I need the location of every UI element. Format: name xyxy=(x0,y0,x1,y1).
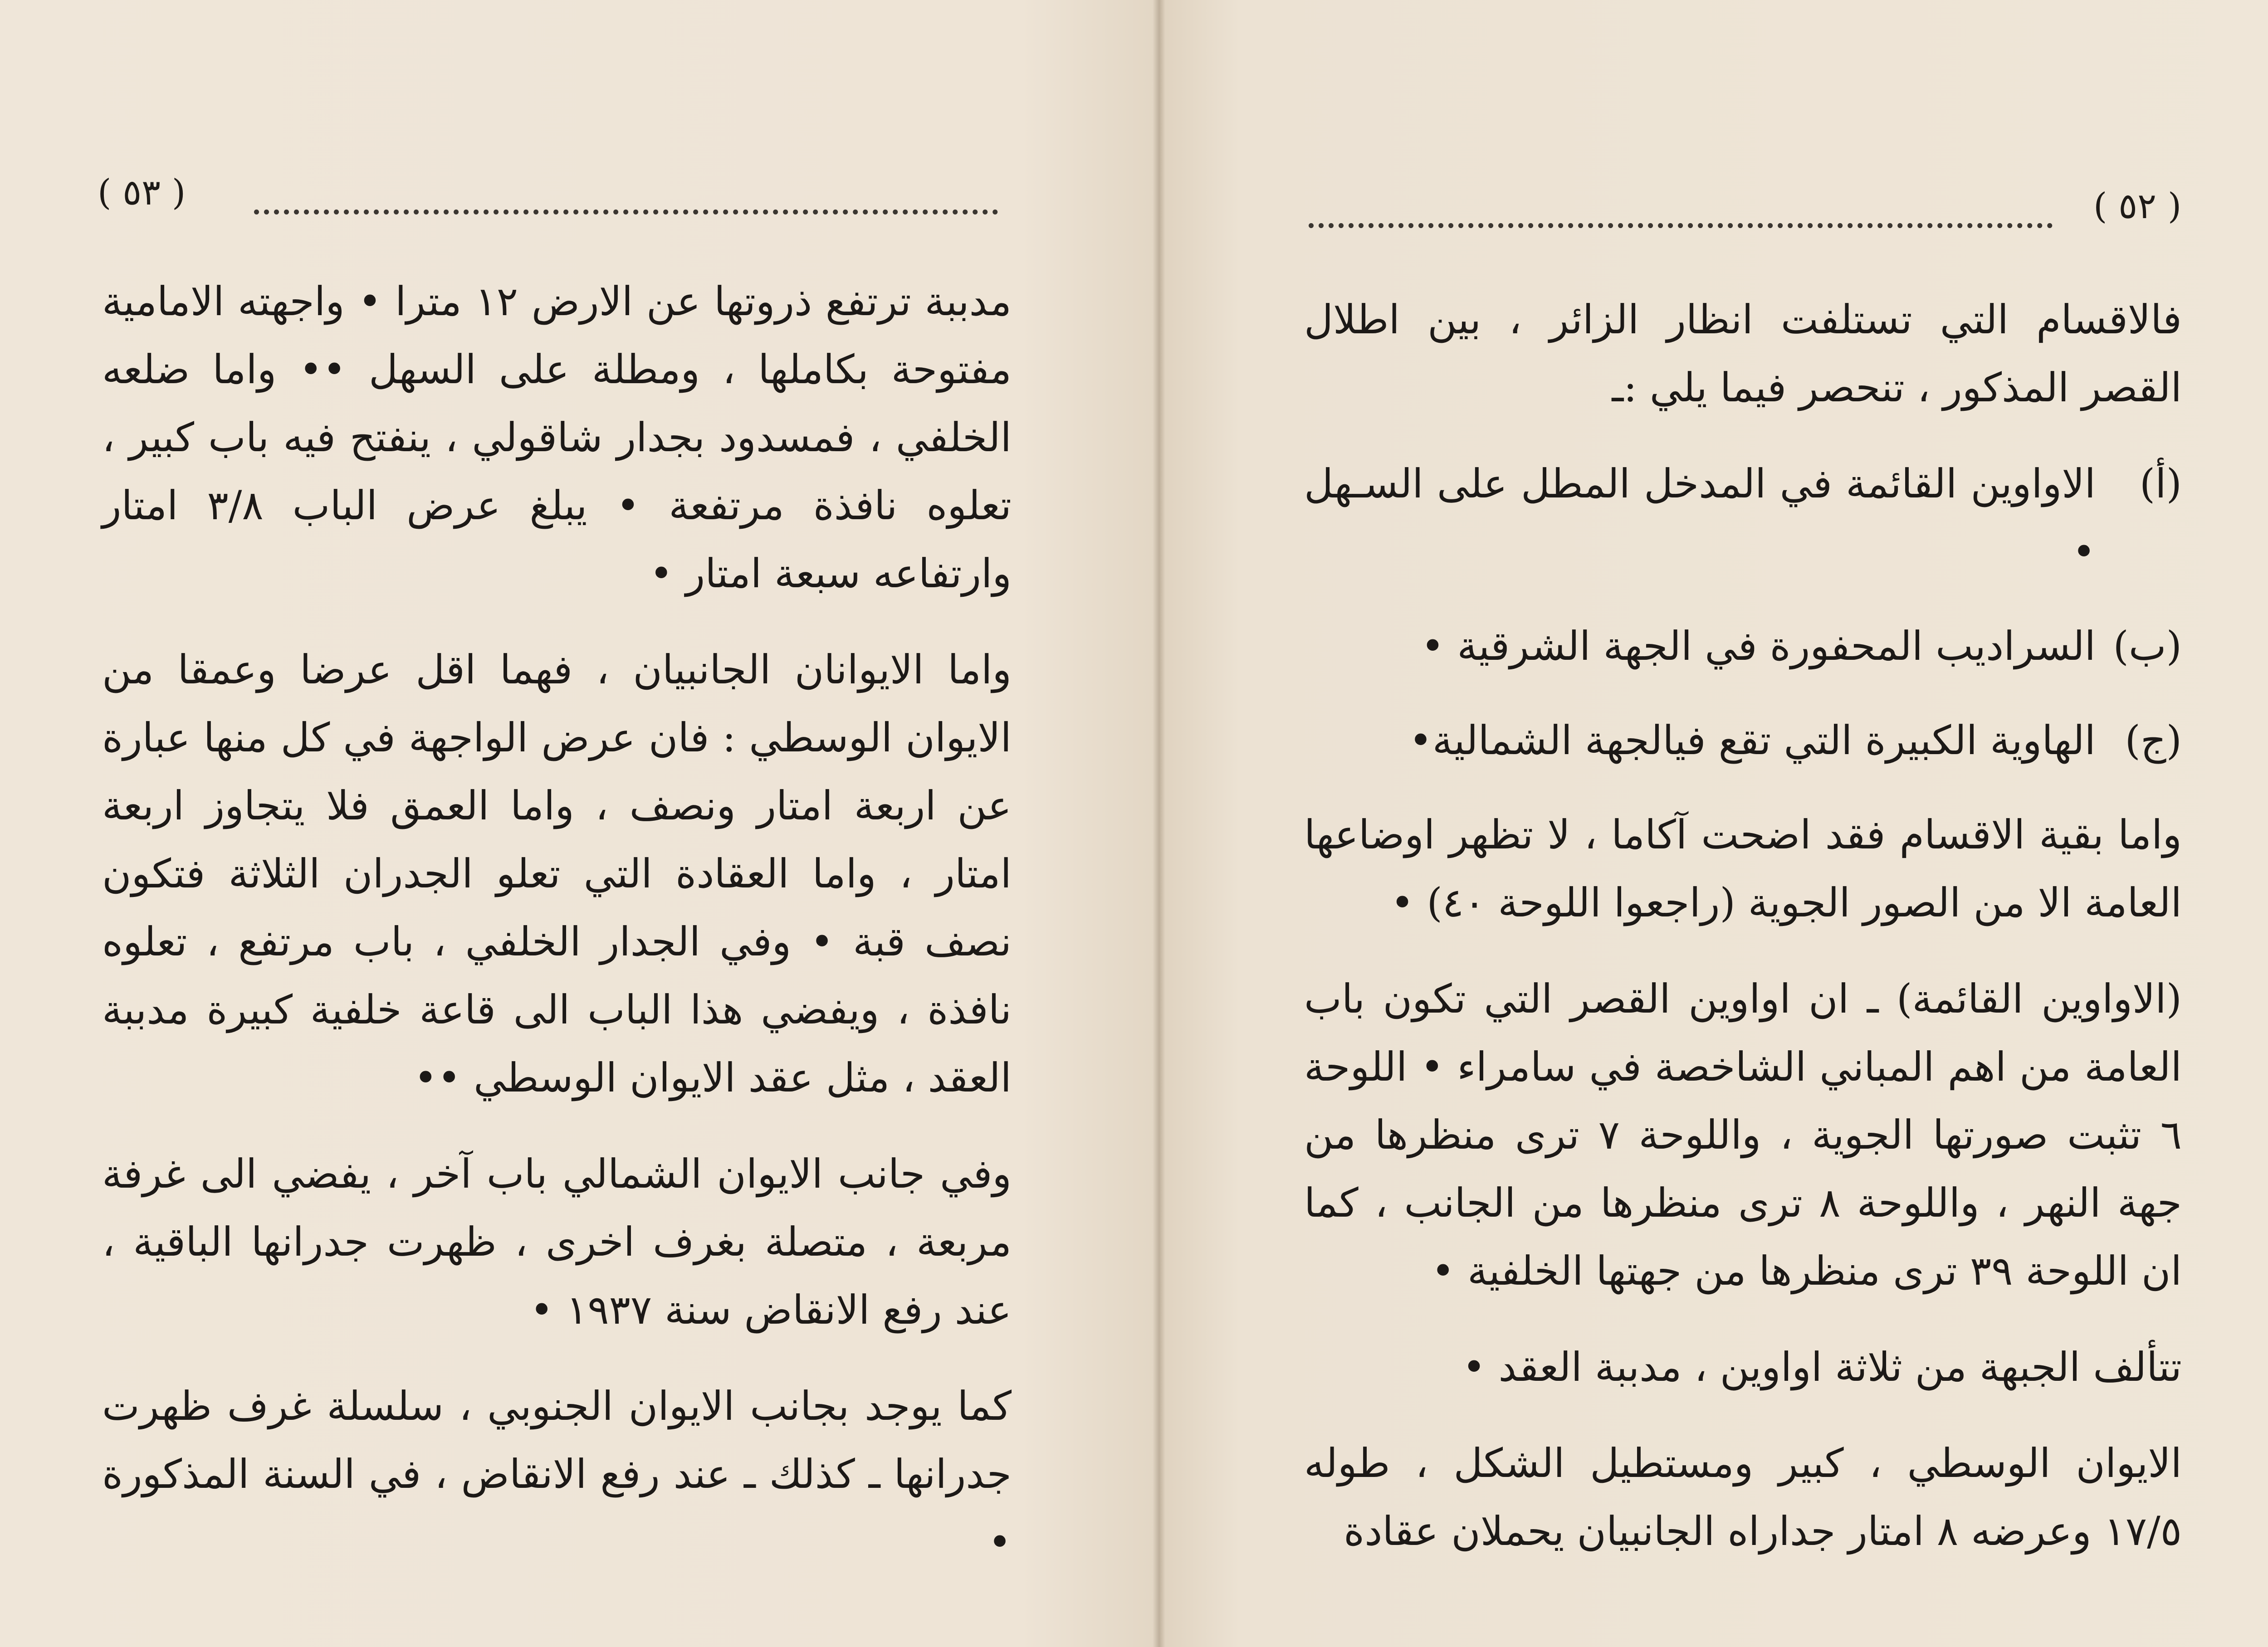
header-dotted-rule xyxy=(254,210,998,214)
intro-paragraph: فالاقسام التي تستلفت انظار الزائر ، بين اطلال القصر المذكور ، تنحصر فيما يلي :ـ xyxy=(1304,296,2182,411)
list-item xyxy=(1304,707,2182,775)
paragraph: تتألف الجبهة من ثلاثة اواوين ، مدببة العقد • xyxy=(1462,1344,2182,1390)
list-marker: (ج) xyxy=(2125,717,2182,764)
header-dotted-rule xyxy=(1309,223,2053,228)
list-item-text: الهاوية الكبيرة التي تقع فيالجهة الشمالية• xyxy=(1408,717,2096,764)
list-item xyxy=(1304,450,2182,586)
book-gutter xyxy=(1153,0,1165,1647)
right-page-body xyxy=(1304,286,2182,1593)
paragraph: مدببة ترتفع ذروتها عن الارض ١٢ مترا • واجهته الامامية مفتوحة بكاملها ، ومطلة على السهل •• واما ضلعه الخلفي ، فمسدود بجدار شاقولي ، ينفتح فيه باب كبير ، تعلوه نافذة مرتفعة • يبلغ عرض الباب ٣/٨ امتار وارتفاعه سبعة امتار • xyxy=(102,278,1012,597)
right-page-header xyxy=(1159,186,2268,254)
page-number-53: ( ٥٣ ) xyxy=(98,172,186,213)
paragraph: كما يوجد بجانب الايوان الجنوبي ، سلسلة غرف ظهرت جدرانها ـ كذلك ـ عند رفع الانقاض ، في السنة المذكورة • xyxy=(102,1383,1012,1565)
list-marker: (ب) xyxy=(2113,623,2182,669)
list-item xyxy=(1304,612,2182,680)
right-page xyxy=(1159,0,2268,1647)
list-item-text: السراديب المحفورة في الجهة الشرقية • xyxy=(1421,623,2096,669)
left-page-header xyxy=(0,172,1159,240)
list-marker: (أ) xyxy=(2139,460,2182,507)
paragraph: وفي جانب الايوان الشمالي باب آخر ، يفضي الى غرفة مربعة ، متصلة بغرف اخرى ، ظهرت جدرانها الباقية ، عند رفع الانقاض سنة ١٩٣٧ • xyxy=(102,1150,1012,1333)
paragraph: (الاواوين القائمة) ـ ان اواوين القصر التي تكون باب العامة من اهم المباني الشاخصة في سامراء • اللوحة ٦ تثبت صورتها الجوية ، واللوحة ٧ ترى منظرها من جهة النهر ، واللوحة ٨ ترى منظرها من الجانب ، كما ان اللوحة ٣٩ ترى منظرها من جهتها الخلفية • xyxy=(1304,975,2182,1294)
paragraph: واما الايوانان الجانبيان ، فهما اقل عرضا وعمقا من الايوان الوسطي : فان عرض الواجهة في كل منها عبارة عن اربعة امتار ونصف ، واما العمق فلا يتجاوز اربعة امتار ، واما العقادة التي تعلو الجدران الثلاثة فتكون نصف قبة • وفي الجدار الخلفي ، باب مرتفع ، تعلوه نافذة ، ويفضي هذا الباب الى قاعة خلفية كبيرة مدببة العقد ، مثل عقد الايوان الوسطي •• xyxy=(102,646,1012,1101)
page-number-52: ( ٥٢ ) xyxy=(2093,186,2182,227)
left-page-body xyxy=(102,268,1012,1604)
paragraph: واما بقية الاقسام فقد اضحت آكاما ، لا تظهر اوضاعها العامة الا من الصور الجوية (راجعوا اللوحة ٤٠) • xyxy=(1304,811,2182,926)
paragraph: الايوان الوسطي ، كبير ومستطيل الشكل ، طوله ١٧/٥ وعرضه ٨ امتار جداراه الجانبيان يحملان عقادة xyxy=(1304,1440,2182,1554)
list-item-text: الاواوين القائمة في المدخل المطل على السـهل • xyxy=(1304,460,2096,575)
